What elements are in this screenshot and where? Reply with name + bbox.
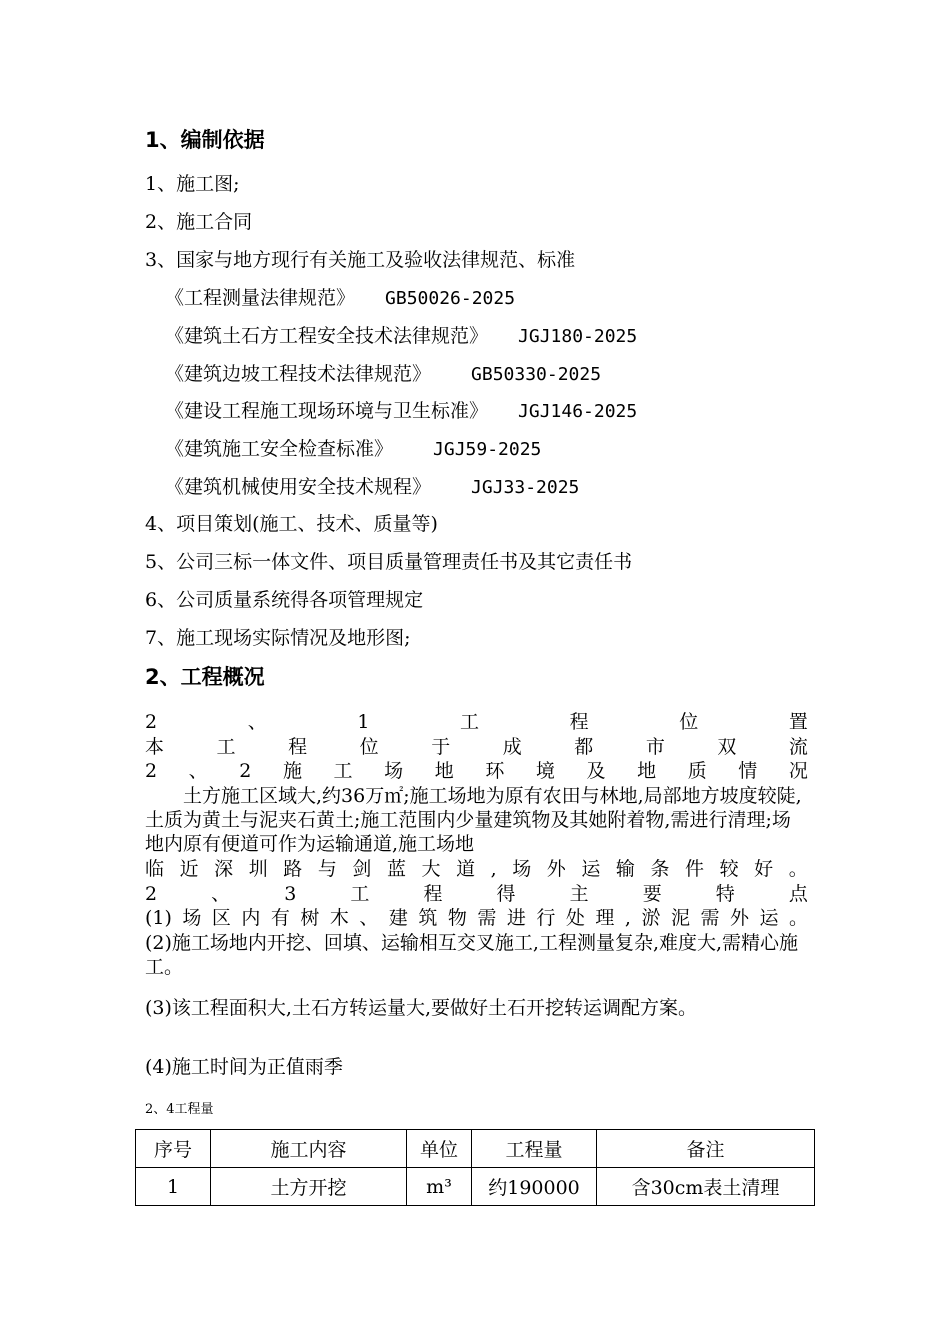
text-token: 运: [581, 858, 601, 880]
text-token: 都: [574, 736, 594, 758]
justified-line: [145, 735, 808, 759]
standard-name: 《建筑边坡工程技术法律规范》: [165, 363, 432, 385]
standard-code: GB50026-2025: [385, 288, 516, 309]
text-token: 点: [788, 883, 808, 905]
text-token: 程: [423, 883, 443, 905]
text-token: 场: [384, 760, 404, 782]
section-1-title: 1、编制依据: [145, 128, 265, 152]
text-token: 程: [569, 711, 589, 733]
feature-4: (4)施工时间为正值雨季: [145, 1056, 343, 1078]
text-token: 深: [214, 858, 234, 880]
text-token: 木: [329, 907, 349, 929]
text-token: 流: [788, 736, 808, 758]
text-token: 工: [460, 711, 480, 733]
text-token: 工: [350, 883, 370, 905]
standard-name: 《建筑施工安全检查标准》: [165, 438, 394, 460]
feature-3: (3)该工程面积大,土石方转运量大,要做好土石开挖转运调配方案。: [145, 997, 697, 1019]
text-token: 及: [586, 760, 606, 782]
text-token: 有: [270, 907, 290, 929]
standard-line: [165, 324, 637, 349]
table-cell: 土方开挖: [211, 1168, 407, 1206]
text-token: 好: [754, 858, 774, 880]
table-header-row: [136, 1130, 815, 1168]
section-2-title: 2、工程概况: [145, 665, 265, 689]
text-token: 。: [788, 907, 808, 929]
text-token: 行: [536, 907, 556, 929]
text-token: 要: [642, 883, 662, 905]
quantity-table: [135, 1129, 815, 1206]
basis-item-4: 4、项目策划(施工、技术、质量等): [145, 513, 438, 535]
standard-name: 《建筑机械使用安全技术规程》: [165, 476, 432, 498]
table-header: 单位: [407, 1130, 472, 1168]
text-token: 2: [145, 760, 158, 782]
table-header: 施工内容: [211, 1130, 407, 1168]
text-token: 质: [687, 760, 707, 782]
table-header: 序号: [136, 1130, 211, 1168]
text-token: 、: [188, 760, 208, 782]
basis-item-7: 7、施工现场实际情况及地形图;: [145, 627, 411, 649]
text-token: 条: [650, 858, 670, 880]
quantity-title: 2、4工程量: [145, 1102, 214, 1117]
text-token: 特: [715, 883, 735, 905]
text-token: 2: [239, 760, 252, 782]
standard-line: [165, 399, 637, 424]
text-token: ,: [624, 907, 631, 929]
standard-code: JGJ59-2025: [433, 439, 542, 460]
text-token: 位: [679, 711, 699, 733]
text-token: 物: [447, 907, 467, 929]
text-token: 工: [216, 736, 236, 758]
text-token: 。: [788, 858, 808, 880]
text-token: 建: [388, 907, 408, 929]
standard-line: [165, 475, 579, 500]
text-token: 置: [788, 711, 808, 733]
text-token: 树: [300, 907, 320, 929]
text-token: 地: [637, 760, 657, 782]
standard-code: JGJ180-2025: [518, 326, 638, 347]
text-token: 理: [595, 907, 615, 929]
text-token: 3: [284, 883, 297, 905]
basis-item-2: 2、施工合同: [145, 211, 253, 233]
text-token: 道: [456, 858, 476, 880]
text-token: 境: [535, 760, 555, 782]
text-token: 临: [145, 858, 165, 880]
text-token: 双: [717, 736, 737, 758]
text-token: 场: [512, 858, 532, 880]
table-header: 工程量: [472, 1130, 597, 1168]
text-token: 圳: [248, 858, 268, 880]
text-token: 得: [496, 883, 516, 905]
standard-code: GB50330-2025: [471, 364, 602, 385]
text-token: 运: [759, 907, 779, 929]
text-token: 主: [569, 883, 589, 905]
table-row: [136, 1168, 815, 1206]
text-token: 进: [506, 907, 526, 929]
text-token: 程: [288, 736, 308, 758]
table-header: 备注: [597, 1130, 815, 1168]
site-paragraph: 土方施工区域大,约36万㎡;施工场地为原有农田与林地,局部地方坡度较陡,土质为黄土与泥夹石黄土;施工范围内少量建筑物及其她附着物,需进行清理;场地内原有便道可作为运输通道,施工场地: [145, 785, 802, 855]
justified-line: [145, 759, 808, 783]
text-token: 淤: [641, 907, 661, 929]
text-token: 大: [421, 858, 441, 880]
basis-item-1: 1、施工图;: [145, 173, 240, 195]
text-token: 外: [729, 907, 749, 929]
text-token: 处: [565, 907, 585, 929]
standard-code: JGJ146-2025: [518, 401, 638, 422]
justified-line: [145, 906, 808, 930]
text-token: 成: [502, 736, 522, 758]
table-cell: 1: [136, 1168, 211, 1206]
text-token: 工: [333, 760, 353, 782]
text-token: 较: [719, 858, 739, 880]
text-token: 地: [434, 760, 454, 782]
text-token: 件: [685, 858, 705, 880]
text-token: 本: [145, 736, 165, 758]
text-token: 施: [282, 760, 302, 782]
text-token: 情: [738, 760, 758, 782]
justified-line: [145, 882, 808, 906]
text-token: 2: [145, 711, 158, 733]
text-token: 、: [211, 883, 231, 905]
text-token: 与: [317, 858, 337, 880]
text-token: 、: [247, 711, 267, 733]
text-token: 区: [211, 907, 231, 929]
standard-name: 《建设工程施工现场环境与卫生标准》: [165, 400, 489, 422]
table-cell: 含30cm表土清理: [597, 1168, 815, 1206]
text-token: 筑: [418, 907, 438, 929]
text-token: 外: [546, 858, 566, 880]
text-token: 内: [241, 907, 261, 929]
text-token: 况: [788, 760, 808, 782]
text-token: 需: [700, 907, 720, 929]
text-token: 蓝: [386, 858, 406, 880]
basis-item-3: 3、国家与地方现行有关施工及验收法律规范、标准: [145, 249, 576, 271]
justified-line: [145, 857, 808, 881]
table-cell: 约190000: [472, 1168, 597, 1206]
text-token: 位: [359, 736, 379, 758]
standard-line: [165, 437, 541, 462]
justified-line: [145, 710, 808, 734]
text-token: 市: [645, 736, 665, 758]
feature-2: (2)施工场地内开挖、回填、运输相互交叉施工,工程测量复杂,难度大,需精心施工。: [145, 932, 799, 978]
text-token: 剑: [352, 858, 372, 880]
text-token: 路: [283, 858, 303, 880]
text-token: 于: [431, 736, 451, 758]
standard-line: [165, 362, 601, 387]
text-token: 、: [359, 907, 379, 929]
table-cell: m³: [407, 1168, 472, 1206]
basis-item-6: 6、公司质量系统得各项管理规定: [145, 589, 424, 611]
text-token: 近: [179, 858, 199, 880]
text-token: ,: [490, 858, 497, 880]
text-token: 2: [145, 883, 158, 905]
text-token: 场: [182, 907, 202, 929]
standard-name: 《工程测量法律规范》: [165, 287, 356, 309]
text-token: 需: [477, 907, 497, 929]
standard-code: JGJ33-2025: [471, 477, 580, 498]
standard-line: [165, 286, 515, 311]
text-token: 1: [357, 711, 370, 733]
text-token: (1): [145, 907, 172, 929]
basis-item-5: 5、公司三标一体文件、项目质量管理责任书及其它责任书: [145, 551, 633, 573]
text-token: 输: [615, 858, 635, 880]
standard-name: 《建筑土石方工程安全技术法律规范》: [165, 325, 489, 347]
text-token: 泥: [670, 907, 690, 929]
text-token: 环: [485, 760, 505, 782]
